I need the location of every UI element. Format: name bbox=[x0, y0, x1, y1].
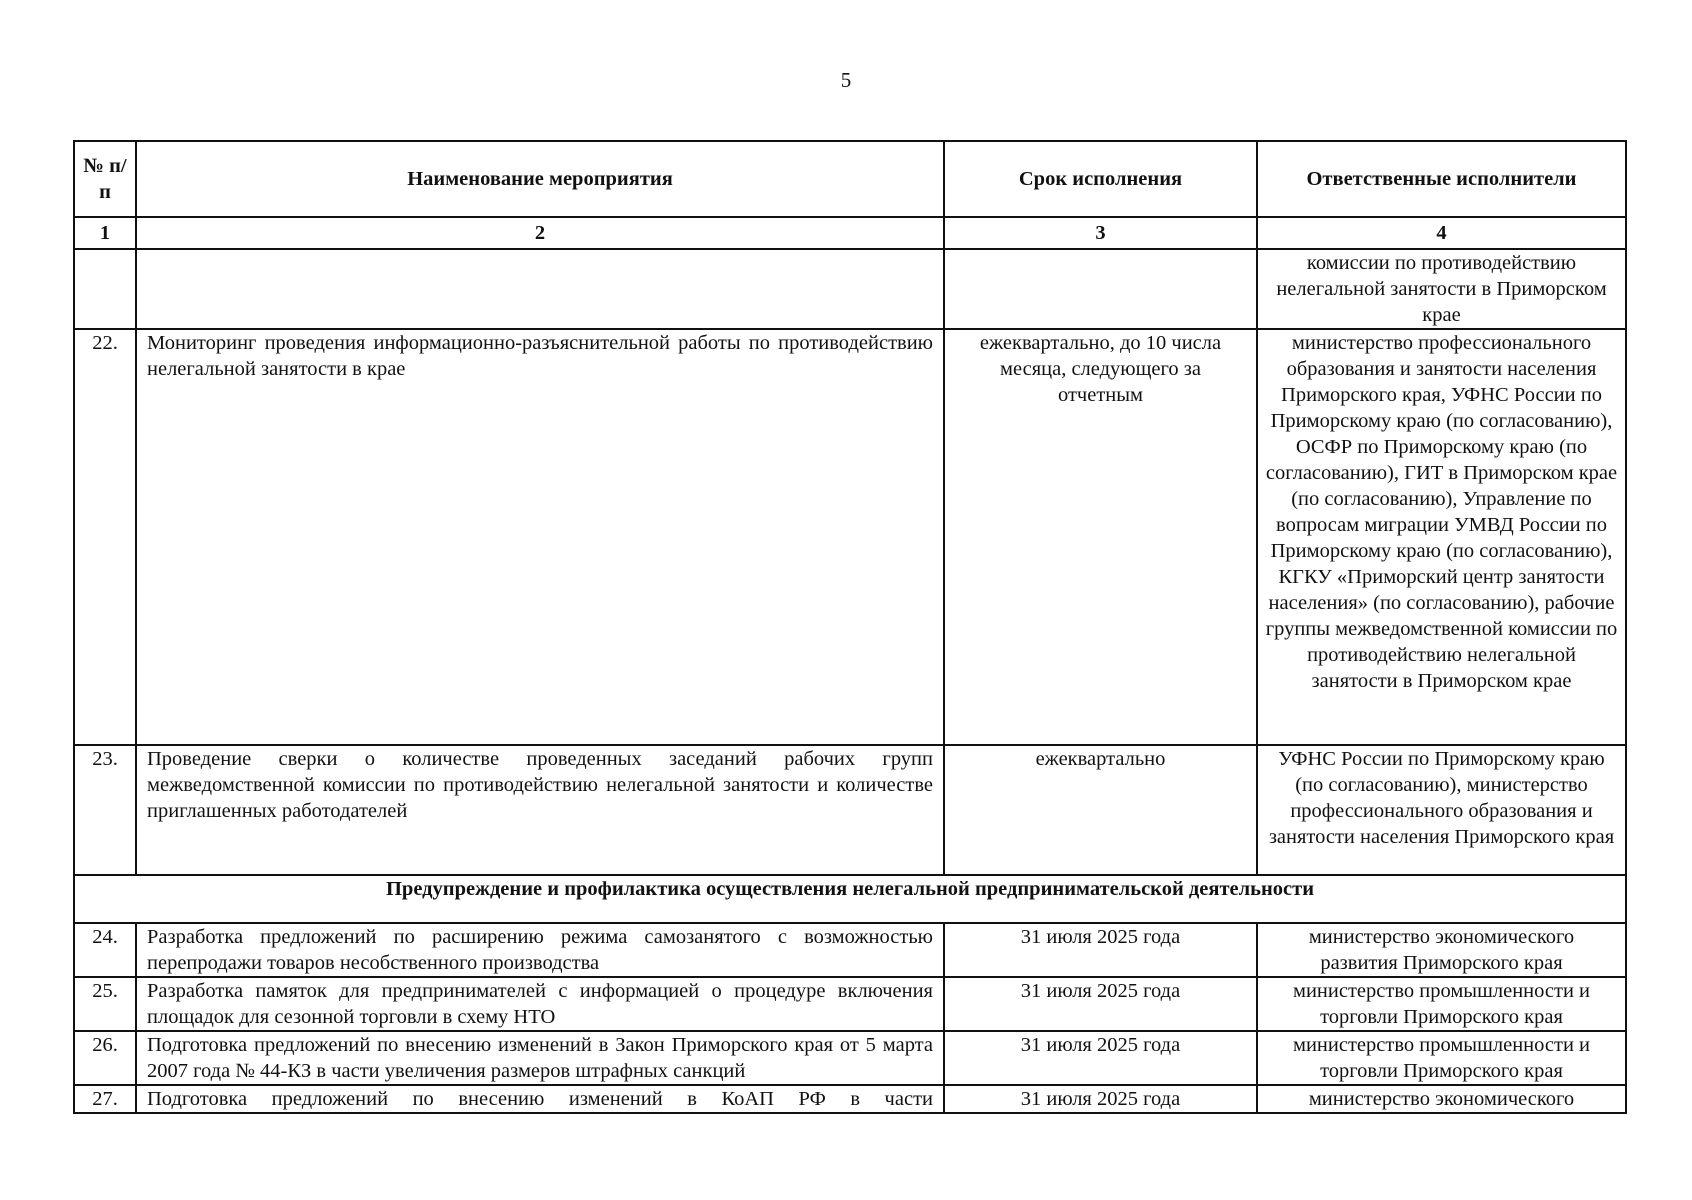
column-number-4: 4 bbox=[1257, 217, 1626, 249]
table-row bbox=[74, 1031, 1626, 1085]
column-number-1: 1 bbox=[74, 217, 136, 249]
row-num: 27. bbox=[74, 1085, 136, 1113]
table-row bbox=[74, 745, 1626, 875]
row-num bbox=[74, 249, 136, 329]
row-responsible: министерство экономического развития Приморского края bbox=[1257, 923, 1626, 977]
row-responsible: министерство профессионального образования и занятости населения Приморского края, УФНС России по Приморскому краю (по согласованию), ОСФР по Приморскому краю (по согласованию), ГИТ в Приморском крае (по согласованию), Управление по вопросам миграции УМВД России по Приморскому краю (по согласованию), КГКУ «Приморский центр занятости населения» (по согласованию), рабочие группы межведомственной комиссии по противодействию нелегальной занятости в Приморском крае bbox=[1257, 329, 1626, 745]
row-term bbox=[944, 249, 1257, 329]
page-number: 5 bbox=[840, 68, 852, 92]
row-name bbox=[136, 249, 944, 329]
header-name: Наименование мероприятия bbox=[136, 141, 944, 217]
section-row bbox=[74, 875, 1626, 923]
table-row bbox=[74, 923, 1626, 977]
row-num: 24. bbox=[74, 923, 136, 977]
row-name: Проведение сверки о количестве проведенных заседаний рабочих групп межведомственной комиссии по противодействию нелегальной занятости и количестве приглашенных работодателей bbox=[136, 745, 944, 875]
row-name: Разработка памяток для предпринимателей с информацией о процедуре включения площадок для сезонной торговли в схему НТО bbox=[136, 977, 944, 1031]
header-responsible: Ответственные исполнители bbox=[1257, 141, 1626, 217]
continuation-row bbox=[74, 249, 1626, 329]
row-responsible: министерство промышленности и торговли Приморского края bbox=[1257, 977, 1626, 1031]
row-term: ежеквартально bbox=[944, 745, 1257, 875]
column-number-row bbox=[74, 217, 1626, 249]
table-row bbox=[74, 977, 1626, 1031]
row-num: 22. bbox=[74, 329, 136, 745]
activity-plan-table bbox=[73, 140, 1627, 1114]
row-term: 31 июля 2025 года bbox=[944, 977, 1257, 1031]
header-term: Срок исполнения bbox=[944, 141, 1257, 217]
row-num: 23. bbox=[74, 745, 136, 875]
column-number-2: 2 bbox=[136, 217, 944, 249]
row-term: 31 июля 2025 года bbox=[944, 1031, 1257, 1085]
row-name: Подготовка предложений по внесению изменений в Закон Приморского края от 5 марта 2007 года № 44-КЗ в части увеличения размеров штрафных санкций bbox=[136, 1031, 944, 1085]
row-responsible: министерство промышленности и торговли Приморского края bbox=[1257, 1031, 1626, 1085]
row-term: ежеквартально, до 10 числа месяца, следующего за отчетным bbox=[944, 329, 1257, 745]
header-num: № п/п bbox=[74, 141, 136, 217]
section-title: Предупреждение и профилактика осуществления нелегальной предпринимательской деятельности bbox=[74, 875, 1626, 923]
row-responsible: министерство экономического bbox=[1257, 1085, 1626, 1113]
row-term: 31 июля 2025 года bbox=[944, 923, 1257, 977]
row-num: 26. bbox=[74, 1031, 136, 1085]
row-responsible: УФНС России по Приморскому краю (по согласованию), министерство профессионального образования и занятости населения Приморского края bbox=[1257, 745, 1626, 875]
row-responsible: комиссии по противодействию нелегальной занятости в Приморском крае bbox=[1257, 249, 1626, 329]
row-name: Подготовка предложений по внесению изменений в КоАП РФ в части bbox=[136, 1085, 944, 1113]
row-name: Разработка предложений по расширению режима самозанятого с возможностью перепродажи товаров несобственного производства bbox=[136, 923, 944, 977]
column-number-3: 3 bbox=[944, 217, 1257, 249]
table-row bbox=[74, 329, 1626, 745]
row-term: 31 июля 2025 года bbox=[944, 1085, 1257, 1113]
row-name: Мониторинг проведения информационно-разъяснительной работы по противодействию нелегальной занятости в крае bbox=[136, 329, 944, 745]
header-row bbox=[74, 141, 1626, 217]
table-row bbox=[74, 1085, 1626, 1113]
row-num: 25. bbox=[74, 977, 136, 1031]
